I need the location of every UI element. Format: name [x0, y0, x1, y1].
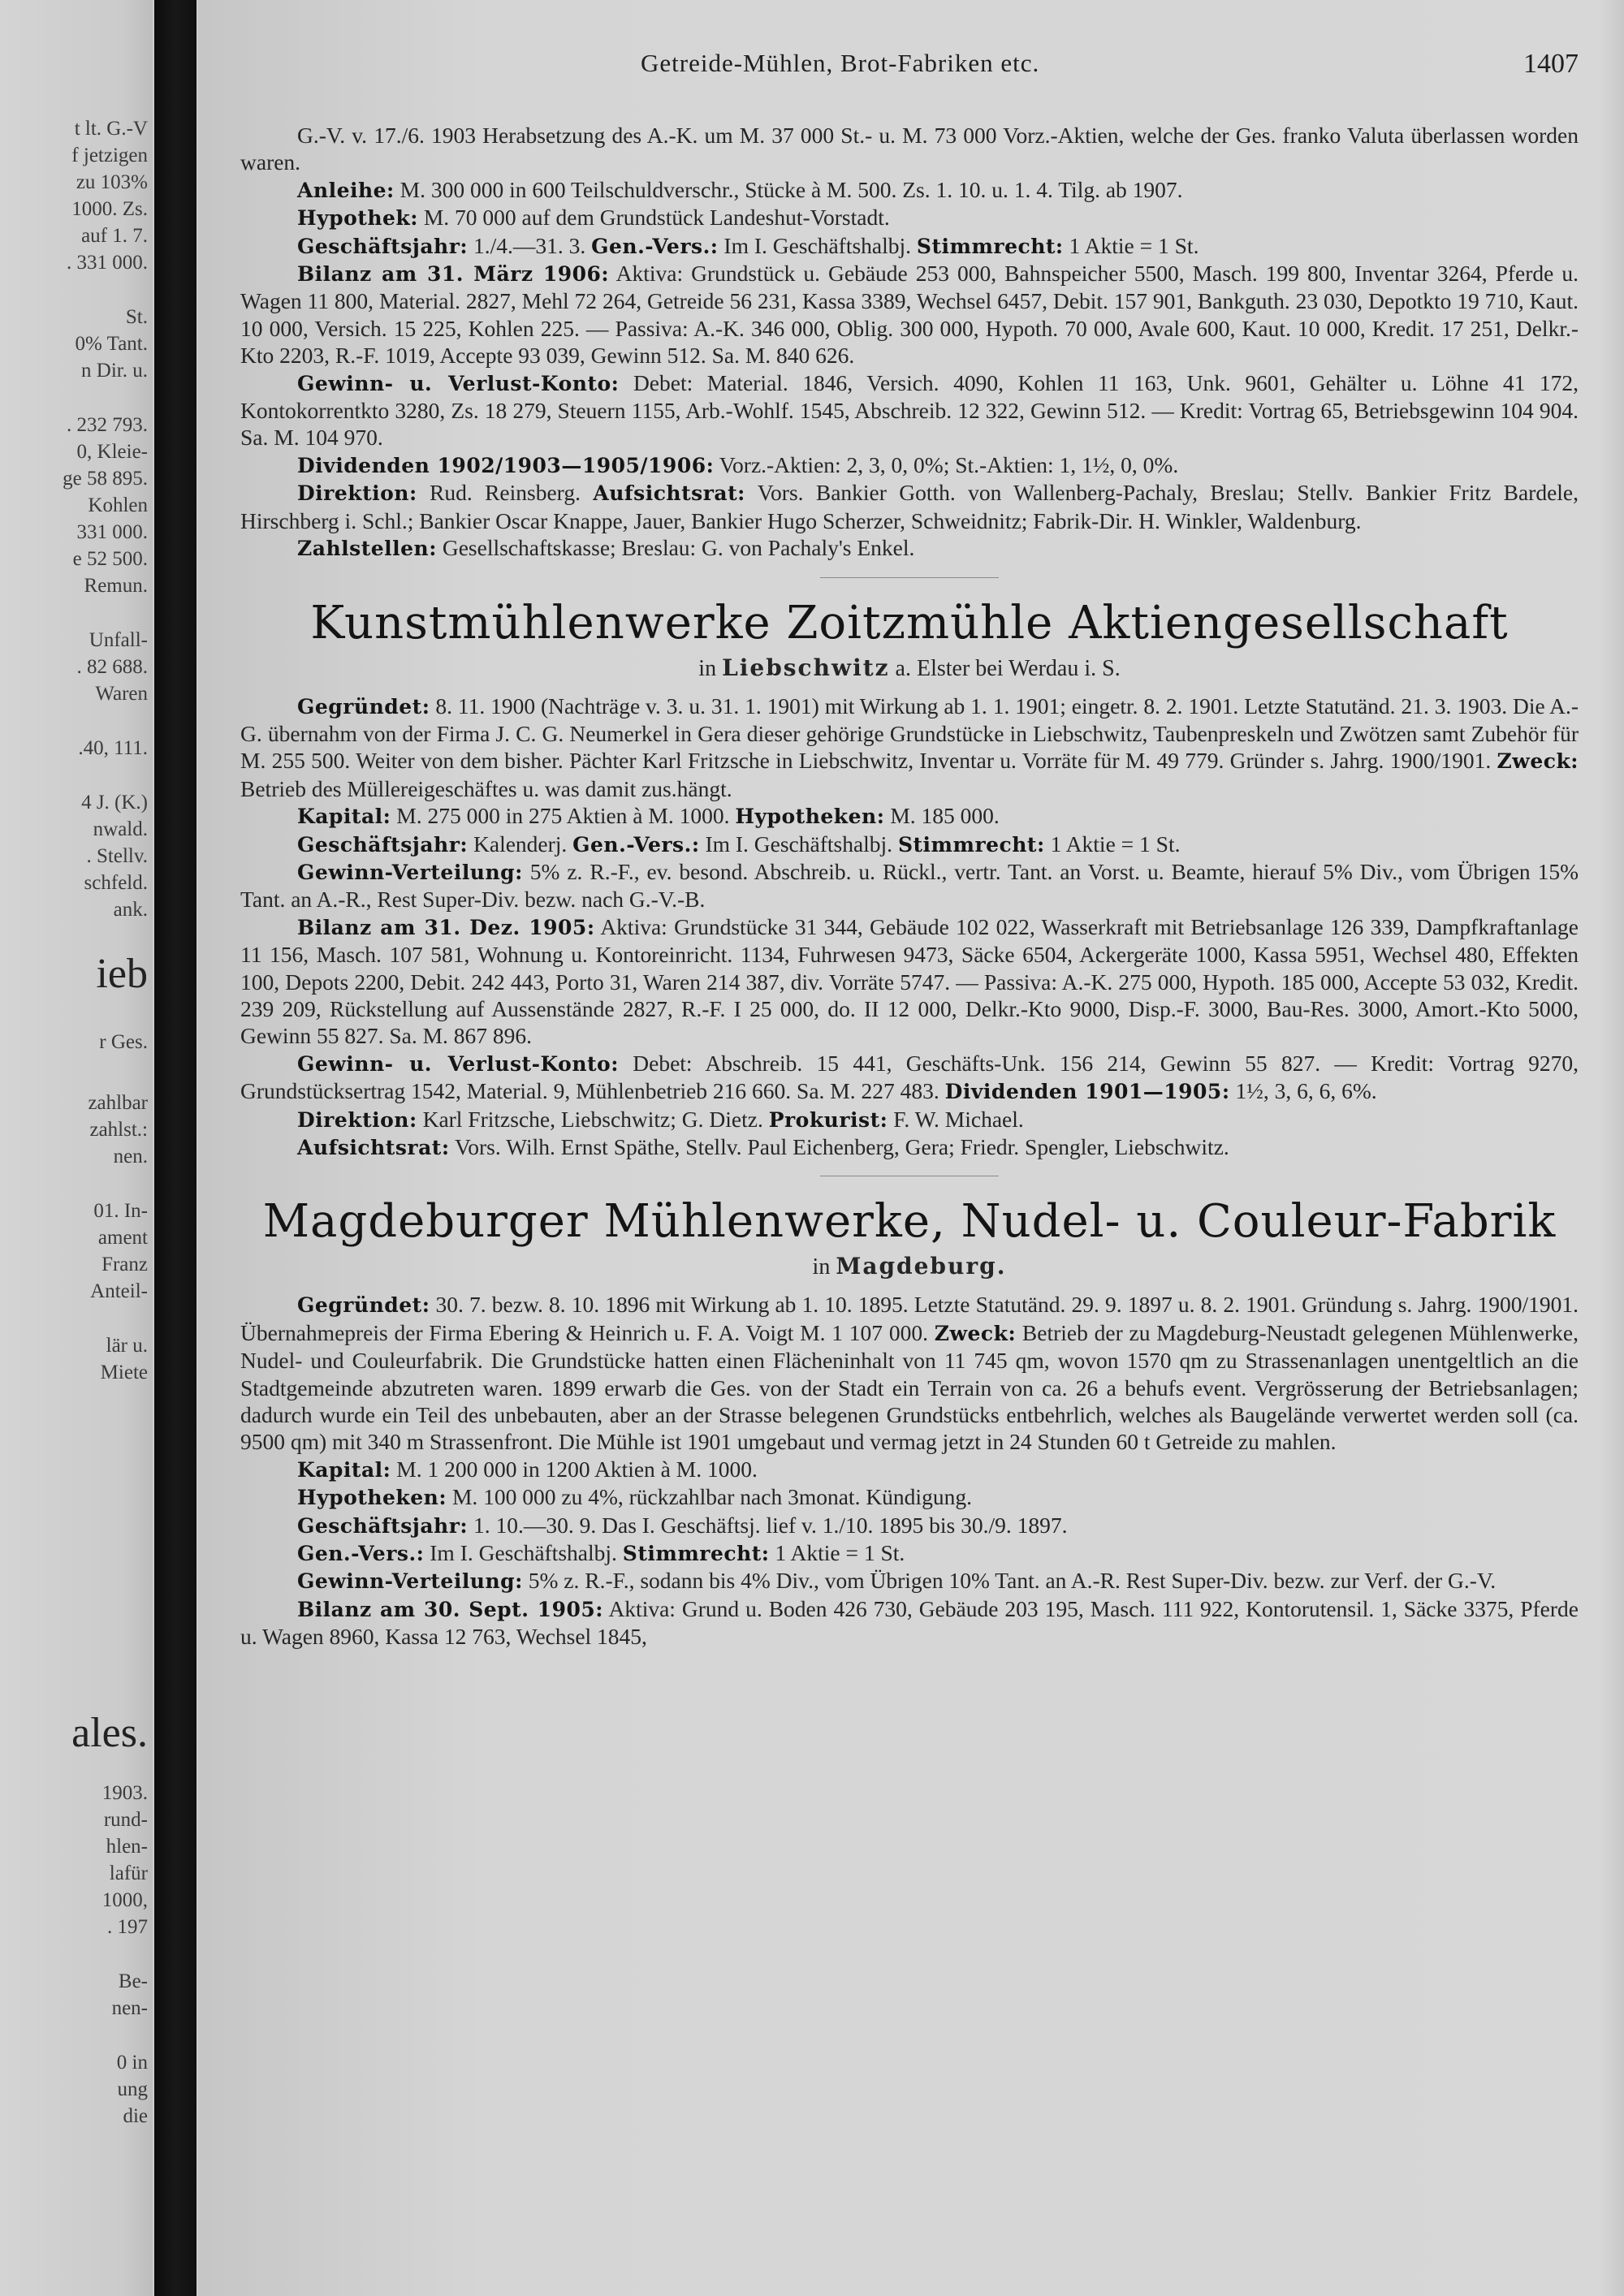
field-label: Stimmrecht: — [916, 234, 1064, 258]
entry-paragraph — [240, 1483, 1579, 1511]
entry-paragraph — [240, 176, 1579, 204]
entry-paragraph — [240, 479, 1579, 534]
field-text: 1. 10.—30. 9. Das I. Geschäftsj. lief v. 1./10. 1895 bis 30./9. 1897. — [468, 1512, 1068, 1538]
entry-paragraph — [240, 1512, 1579, 1539]
field-label: Gen.-Vers.: — [297, 1542, 425, 1566]
field-text: Aktiva: Grundstücke 31 344, Gebäude 102 022, Wasserkraft mit Betriebsanlage 126 339, Dampfkraftanlage 11 156, Masch. 107 581, Wohnung u. Kontoreinricht. 1134, Fuhrwesen 9473, Säcke 6504, Ackergeräte 1000, Kassa 5951, Wechsel 480, Effekten 100, Depots 2200, Debit. 242 443, Porto 31, Waren 214 387, div. Vorräte 5747. — Passiva: A.-K. 275 000, Hypoth. 185 000, Accepte 53 032, Kredit. 239 209, Rückstellung auf Aussenstände 2827, R.-F. I 25 000, do. II 12 000, Delkr.-Kto 9000, Disp.-F. 3000, Bau-Res. 3000, Amort.-Kto 5000, Gewinn 55 827. Sa. M. 867 896. — [240, 913, 1579, 1049]
scan-shadow — [1600, 0, 1624, 2296]
book-gutter — [154, 0, 197, 2296]
field-text: Kalenderj. — [468, 831, 573, 857]
adjacent-page-text-fragment: nen- — [111, 1997, 148, 2019]
adjacent-page-text-fragment: 1000, — [102, 1889, 148, 1911]
field-label: Bilanz am 30. Sept. 1905: — [297, 1597, 603, 1621]
adjacent-page-text-fragment: zahlst.: — [89, 1119, 148, 1141]
adjacent-page-text-fragment: lafür — [109, 1862, 148, 1884]
company-entry-zoitzmuehle — [240, 693, 1579, 1162]
adjacent-page-text-fragment: 1903. — [102, 1782, 148, 1804]
adjacent-page-text-fragment: 4 J. (K.) — [81, 792, 148, 814]
adjacent-page-text-fragment: St. — [125, 306, 148, 328]
entry-paragraph — [240, 1291, 1579, 1455]
field-label: Gewinn- u. Verlust-Konto: — [297, 1051, 619, 1076]
adjacent-page-text-fragment: nwald. — [93, 818, 148, 840]
field-label: Geschäftsjahr: — [297, 234, 469, 258]
adjacent-page-text-fragment: lär u. — [106, 1335, 148, 1357]
adjacent-page-text-fragment: rund- — [103, 1809, 148, 1831]
adjacent-page-text-fragment: schfeld. — [84, 872, 148, 894]
field-text: 1 Aktie = 1 St. — [1063, 232, 1199, 258]
field-text: M. 100 000 zu 4%, rückzahlbar nach 3monat. Kündigung. — [447, 1484, 972, 1510]
field-text: 1./4.—31. 3. — [468, 232, 592, 258]
adjacent-page-text-fragment: nen. — [113, 1146, 148, 1167]
entry-paragraph — [240, 232, 1579, 260]
field-label: Dividenden 1902/1903—1905/1906: — [297, 453, 715, 477]
field-label: Hypotheken: — [735, 805, 885, 829]
entry-paragraph — [240, 204, 1579, 231]
field-label: Gen.-Vers.: — [591, 234, 719, 258]
location-prefix: in — [812, 1254, 836, 1280]
adjacent-page-text-fragment: ales. — [71, 1710, 148, 1756]
field-label: Gen.-Vers.: — [572, 832, 700, 857]
field-label: Direktion: — [297, 1107, 417, 1132]
adjacent-page-text-fragment: n Dir. u. — [81, 360, 148, 382]
entry-paragraph — [240, 1050, 1579, 1106]
adjacent-page-text-fragment: .40, 111. — [78, 737, 148, 759]
adjacent-page-text-fragment: hlen- — [106, 1836, 148, 1858]
adjacent-page-text-fragment: ge 58 895. — [63, 468, 148, 490]
field-text: Aktiva: Grund u. Boden 426 730, Gebäude 203 195, Masch. 111 922, Kontorutensil. 1, Säcke 3375, Pferde u. Wagen 8960, Kassa 12 763, Wechsel 1845, — [240, 1595, 1579, 1650]
entry-paragraph — [240, 1595, 1579, 1651]
field-text: 30. 7. bezw. 8. 10. 1896 mit Wirkung ab 1. 10. 1895. Letzte Statutänd. 29. 9. 1897 u. 8. 2. 1901. Gründung s. Jahrg. 1900/1901. Übernahmepreis der Firma Ebering & Heinrich u. F. A. Voigt M. 1 107 000. — [240, 1292, 1579, 1345]
entry-paragraph — [240, 369, 1579, 451]
company-entry-magdeburg — [240, 1291, 1579, 1650]
adjacent-page-text-fragment: Kohlen — [88, 494, 148, 516]
field-text: F. W. Michael. — [888, 1106, 1024, 1132]
page-body — [240, 122, 1579, 1651]
field-text: Debet: Material. 1846, Versich. 4090, Kohlen 11 163, Unk. 9601, Gehälter u. Löhne 41 172, Kontokorrentkto 3280, Zs. 18 279, Steuern 1155, Arb.-Wohlf. 1545, Abschreib. 12 322, Gewinn 512. — Kredit: Vortrag 65, Betriebsgewinn 104 904. Sa. M. 104 970. — [240, 369, 1579, 451]
adjacent-page-text-fragment: 331 000. — [76, 521, 148, 543]
field-text: Vors. Bankier Gotth. von Wallenberg-Pachaly, Breslau; Stellv. Bankier Fritz Bardele, Hirschberg i. Schl.; Bankier Oscar Knappe, Jauer, Bankier Hugo Scherzer, Schweidnitz; Fabrik-Dir. H. Winkler, Waldenburg. — [240, 480, 1579, 533]
adjacent-page-text-fragment: . Stellv. — [86, 845, 148, 867]
adjacent-page-text-fragment: Unfall- — [89, 629, 148, 651]
field-text: M. 300 000 in 600 Teilschuldverschr., Stücke à M. 500. Zs. 1. 10. u. 1. 4. Tilg. ab 1907. — [394, 176, 1183, 202]
field-label: Aufsichtsrat: — [297, 1136, 450, 1159]
company-title: Kunstmühlenwerke Zoitzmühle Aktiengesellschaft — [310, 596, 1509, 650]
field-text: G.-V. v. 17./6. 1903 Herabsetzung des A.-K. um M. 37 000 St.- u. M. 73 000 Vorz.-Aktien, welche der Ges. franko Valuta überlassen worden waren. — [240, 123, 1579, 175]
adjacent-page-text-fragment: . 197 — [107, 1916, 148, 1938]
field-label: Geschäftsjahr: — [297, 832, 469, 857]
field-text: 8. 11. 1900 (Nachträge v. 3. u. 31. 1. 1901) mit Wirkung ab 1. 1. 1901; eingetr. 8. 2. 1901. Letzte Statutänd. 21. 3. 1903. Die A.-G. übernahm von der Firma J. C. G. Neumerkel in Gera dieser gehörige Grundstücke in Liebschwitz, Taubenpreskeln und Zwötzen samt Zubehör für M. 255 500. Weiter von dem bisher. Pächter Karl Fritzsche in Liebschwitz, Inventar u. Vorräte für M. 49 779. Gründer s. Jahrg. 1900/1901. — [240, 693, 1579, 774]
field-label: Aufsichtsrat: — [593, 481, 745, 506]
field-label: Gewinn-Verteilung: — [297, 1569, 523, 1594]
field-text: 1½, 3, 6, 6, 6%. — [1229, 1078, 1377, 1104]
field-label: Kapital: — [297, 805, 391, 829]
entry-continuation — [240, 122, 1579, 563]
field-label: Stimmrecht: — [897, 832, 1045, 857]
adjacent-page-text-fragment: zu 103% — [76, 171, 148, 193]
field-text: 1 Aktie = 1 St. — [769, 1540, 905, 1566]
adjacent-page-text-fragment: ieb — [96, 951, 148, 997]
field-label: Stimmrecht: — [622, 1542, 770, 1566]
field-text: M. 185 000. — [884, 803, 1000, 829]
location-city: Liebschwitz — [722, 654, 890, 681]
adjacent-page-text-fragment: e 52 500. — [72, 548, 148, 570]
adjacent-page-text-fragment: auf 1. 7. — [81, 225, 148, 247]
field-label: Bilanz am 31. März 1906: — [297, 262, 610, 287]
field-text: Rud. Reinsberg. — [417, 480, 594, 506]
page-number: 1407 — [1523, 49, 1579, 79]
field-text: 5% z. R.-F., ev. besond. Abschreib. u. Rückl., vertr. Tant. an Vorst. u. Beamte, hierauf 5% Div., vom Übrigen 15% Tant. an A.-R., Rest Super-Div. bezw. nach G.-V.-B. — [240, 858, 1579, 913]
field-label: Direktion: — [297, 481, 417, 506]
adjacent-page-text-fragment: 1000. Zs. — [71, 198, 148, 220]
adjacent-page-text-fragment: . 331 000. — [67, 252, 148, 274]
adjacent-page-text-fragment: 01. In- — [93, 1200, 148, 1222]
field-text: M. 275 000 in 275 Aktien à M. 1000. — [391, 803, 736, 829]
document-page — [198, 0, 1624, 2296]
field-text: Betrieb der zu Magdeburg-Neustadt gelegenen Mühlenwerke, Nudel- und Couleurfabrik. Die Grundstücke hatten einen Flächeninhalt von 11 745 qm, wovon 1570 qm zu Strassenanlagen unentgeltlich an die Stadtgemeinde abzutreten waren. 1899 erwarb die Ges. von der Stadt ein Terrain von ca. 26 a behufs event. Vergrösserung der Betriebsanlagen; dadurch wurde ein Teil des unbebauten, aber an der Strasse belegenen Grundstücks entbehrlich, welches als Baugelände verwertet werden soll (ca. 9500 qm) mit 340 m Strassenfront. Die Mühle ist 1901 umgebaut und vermag jetzt in 24 Stunden 60 t Getreide zu mahlen. — [240, 1319, 1579, 1455]
adjacent-page-text-fragment: r Ges. — [99, 1031, 148, 1053]
adjacent-page-text-fragment: Waren — [95, 683, 148, 705]
adjacent-page-text-fragment: Be- — [118, 1970, 148, 1992]
section-divider — [820, 577, 999, 578]
field-text: Im I. Geschäftshalbj. — [718, 232, 917, 258]
adjacent-page-text-fragment: . 82 688. — [76, 656, 148, 678]
running-header — [198, 49, 1579, 81]
adjacent-page-text-fragment: f jetzigen — [71, 145, 148, 166]
field-label: Zweck: — [1497, 749, 1579, 774]
field-label: Hypotheken: — [297, 1486, 447, 1510]
field-text: Aktiva: Grundstück u. Gebäude 253 000, Bahnspeicher 5500, Masch. 199 800, Inventar 3264, Pferde u. Wagen 11 800, Material. 2827, Mehl 72 264, Getreide 56 231, Kassa 3389, Wechsel 6457, Debit. 157 901, Bankguth. 23 030, Depotkto 19 710, Kaut. 10 000, Versich. 15 225, Kohlen 225. — Passiva: A.-K. 346 000, Oblig. 300 000, Hypoth. 70 000, Avale 600, Kaut. 10 000, Kredit. 17 251, Delkr.-Kto 2203, R.-F. 1019, Accepte 93 039, Gewinn 512. Sa. M. 840 626. — [240, 261, 1579, 369]
adjacent-page-text-fragment: die — [123, 2105, 148, 2127]
field-text: M. 1 200 000 in 1200 Aktien à M. 1000. — [391, 1456, 758, 1482]
adjacent-page-text-fragment: Miete — [100, 1362, 148, 1383]
field-text: M. 70 000 auf dem Grundstück Landeshut-Vorstadt. — [417, 205, 890, 231]
adjacent-page-text-fragment: Remun. — [84, 575, 148, 597]
entry-paragraph — [240, 913, 1579, 1050]
field-label: Gewinn- u. Verlust-Konto: — [297, 371, 620, 395]
adjacent-page-text-fragment: Franz — [102, 1254, 148, 1275]
field-label: Dividenden 1901—1905: — [944, 1080, 1230, 1104]
field-text: Vors. Wilh. Ernst Späthe, Stellv. Paul Eichenberg, Gera; Friedr. Spengler, Liebschwitz. — [449, 1134, 1229, 1159]
adjacent-page-text-fragment: ank. — [113, 899, 148, 921]
entry-paragraph — [240, 1539, 1579, 1567]
entry-paragraph — [240, 534, 1579, 562]
company-location — [240, 654, 1579, 683]
entry-paragraph — [240, 1567, 1579, 1595]
field-label: Gewinn-Verteilung: — [297, 860, 523, 884]
field-label: Hypothek: — [297, 206, 418, 231]
location-suffix: a. Elster bei Werdau i. S. — [889, 655, 1121, 681]
adjacent-page-text-fragment: ung — [117, 2078, 148, 2100]
entry-paragraph — [240, 1106, 1579, 1133]
field-label: Prokurist: — [768, 1107, 888, 1132]
field-text: Vorz.-Aktien: 2, 3, 0, 0%; St.-Aktien: 1, 1½, 0, 0%. — [714, 451, 1179, 477]
adjacent-page-text-fragment: Anteil- — [90, 1280, 148, 1302]
adjacent-page-text-fragment: t lt. G.-V — [74, 118, 148, 140]
field-label: Gegründet: — [297, 694, 430, 719]
field-text: Im I. Geschäftshalbj. — [699, 831, 898, 857]
field-label: Gegründet: — [297, 1293, 430, 1318]
field-label: Bilanz am 31. Dez. 1905: — [297, 915, 595, 939]
field-label: Zweck: — [934, 1321, 1017, 1345]
adjacent-page-text-fragment: 0 in — [116, 2052, 148, 2074]
entry-paragraph — [240, 693, 1579, 803]
adjacent-page-edge — [0, 0, 153, 2296]
adjacent-page-text-fragment: zahlbar — [88, 1092, 148, 1114]
company-location — [240, 1253, 1579, 1281]
entry-paragraph — [240, 831, 1579, 858]
field-text: 5% z. R.-F., sodann bis 4% Div., vom Übrigen 10% Tant. an A.-R. Rest Super-Div. bezw. zur Verf. der G.-V. — [522, 1568, 1497, 1594]
adjacent-page-text-fragment: 0, Kleie- — [76, 441, 148, 463]
field-text: Debet: Abschreib. 15 441, Geschäfts-Unk. 156 214, Gewinn 55 827. — Kredit: Vortrag 9270, Grundstücksertrag 1542, Material. 9, Mühlenbetrieb 216 660. Sa. M. 227 483. — [240, 1050, 1579, 1104]
adjacent-page-text-fragment: 0% Tant. — [75, 333, 148, 355]
field-label: Geschäftsjahr: — [297, 1513, 469, 1538]
field-text: Karl Fritzsche, Liebschwitz; G. Dietz. — [417, 1106, 769, 1132]
entry-paragraph — [240, 122, 1579, 176]
entry-paragraph — [240, 802, 1579, 830]
field-text: 1 Aktie = 1 St. — [1044, 831, 1181, 857]
entry-paragraph — [240, 260, 1579, 369]
company-title: Magdeburger Mühlenwerke, Nudel- u. Couleur-Fabrik — [262, 1195, 1557, 1249]
entry-paragraph — [240, 858, 1579, 913]
running-header-title: Getreide-Mühlen, Brot-Fabriken etc. — [641, 49, 1040, 77]
field-label: Anleihe: — [297, 178, 395, 202]
entry-paragraph — [240, 451, 1579, 479]
field-text: Gesellschaftskasse; Breslau: G. von Pachaly's Enkel. — [436, 535, 915, 561]
field-text: Betrieb des Müllereigeschäftes u. was damit zus.hängt. — [240, 775, 732, 801]
adjacent-page-text-fragment: ament — [97, 1227, 148, 1249]
location-city: Magdeburg. — [836, 1253, 1007, 1280]
field-text: Im I. Geschäftshalbj. — [424, 1540, 623, 1566]
field-label: Kapital: — [297, 1457, 391, 1482]
adjacent-page-text-fragment: . 232 793. — [67, 414, 148, 436]
entry-paragraph — [240, 1456, 1579, 1483]
field-label: Zahlstellen: — [297, 537, 437, 561]
location-prefix: in — [698, 655, 723, 681]
entry-paragraph — [240, 1133, 1579, 1161]
